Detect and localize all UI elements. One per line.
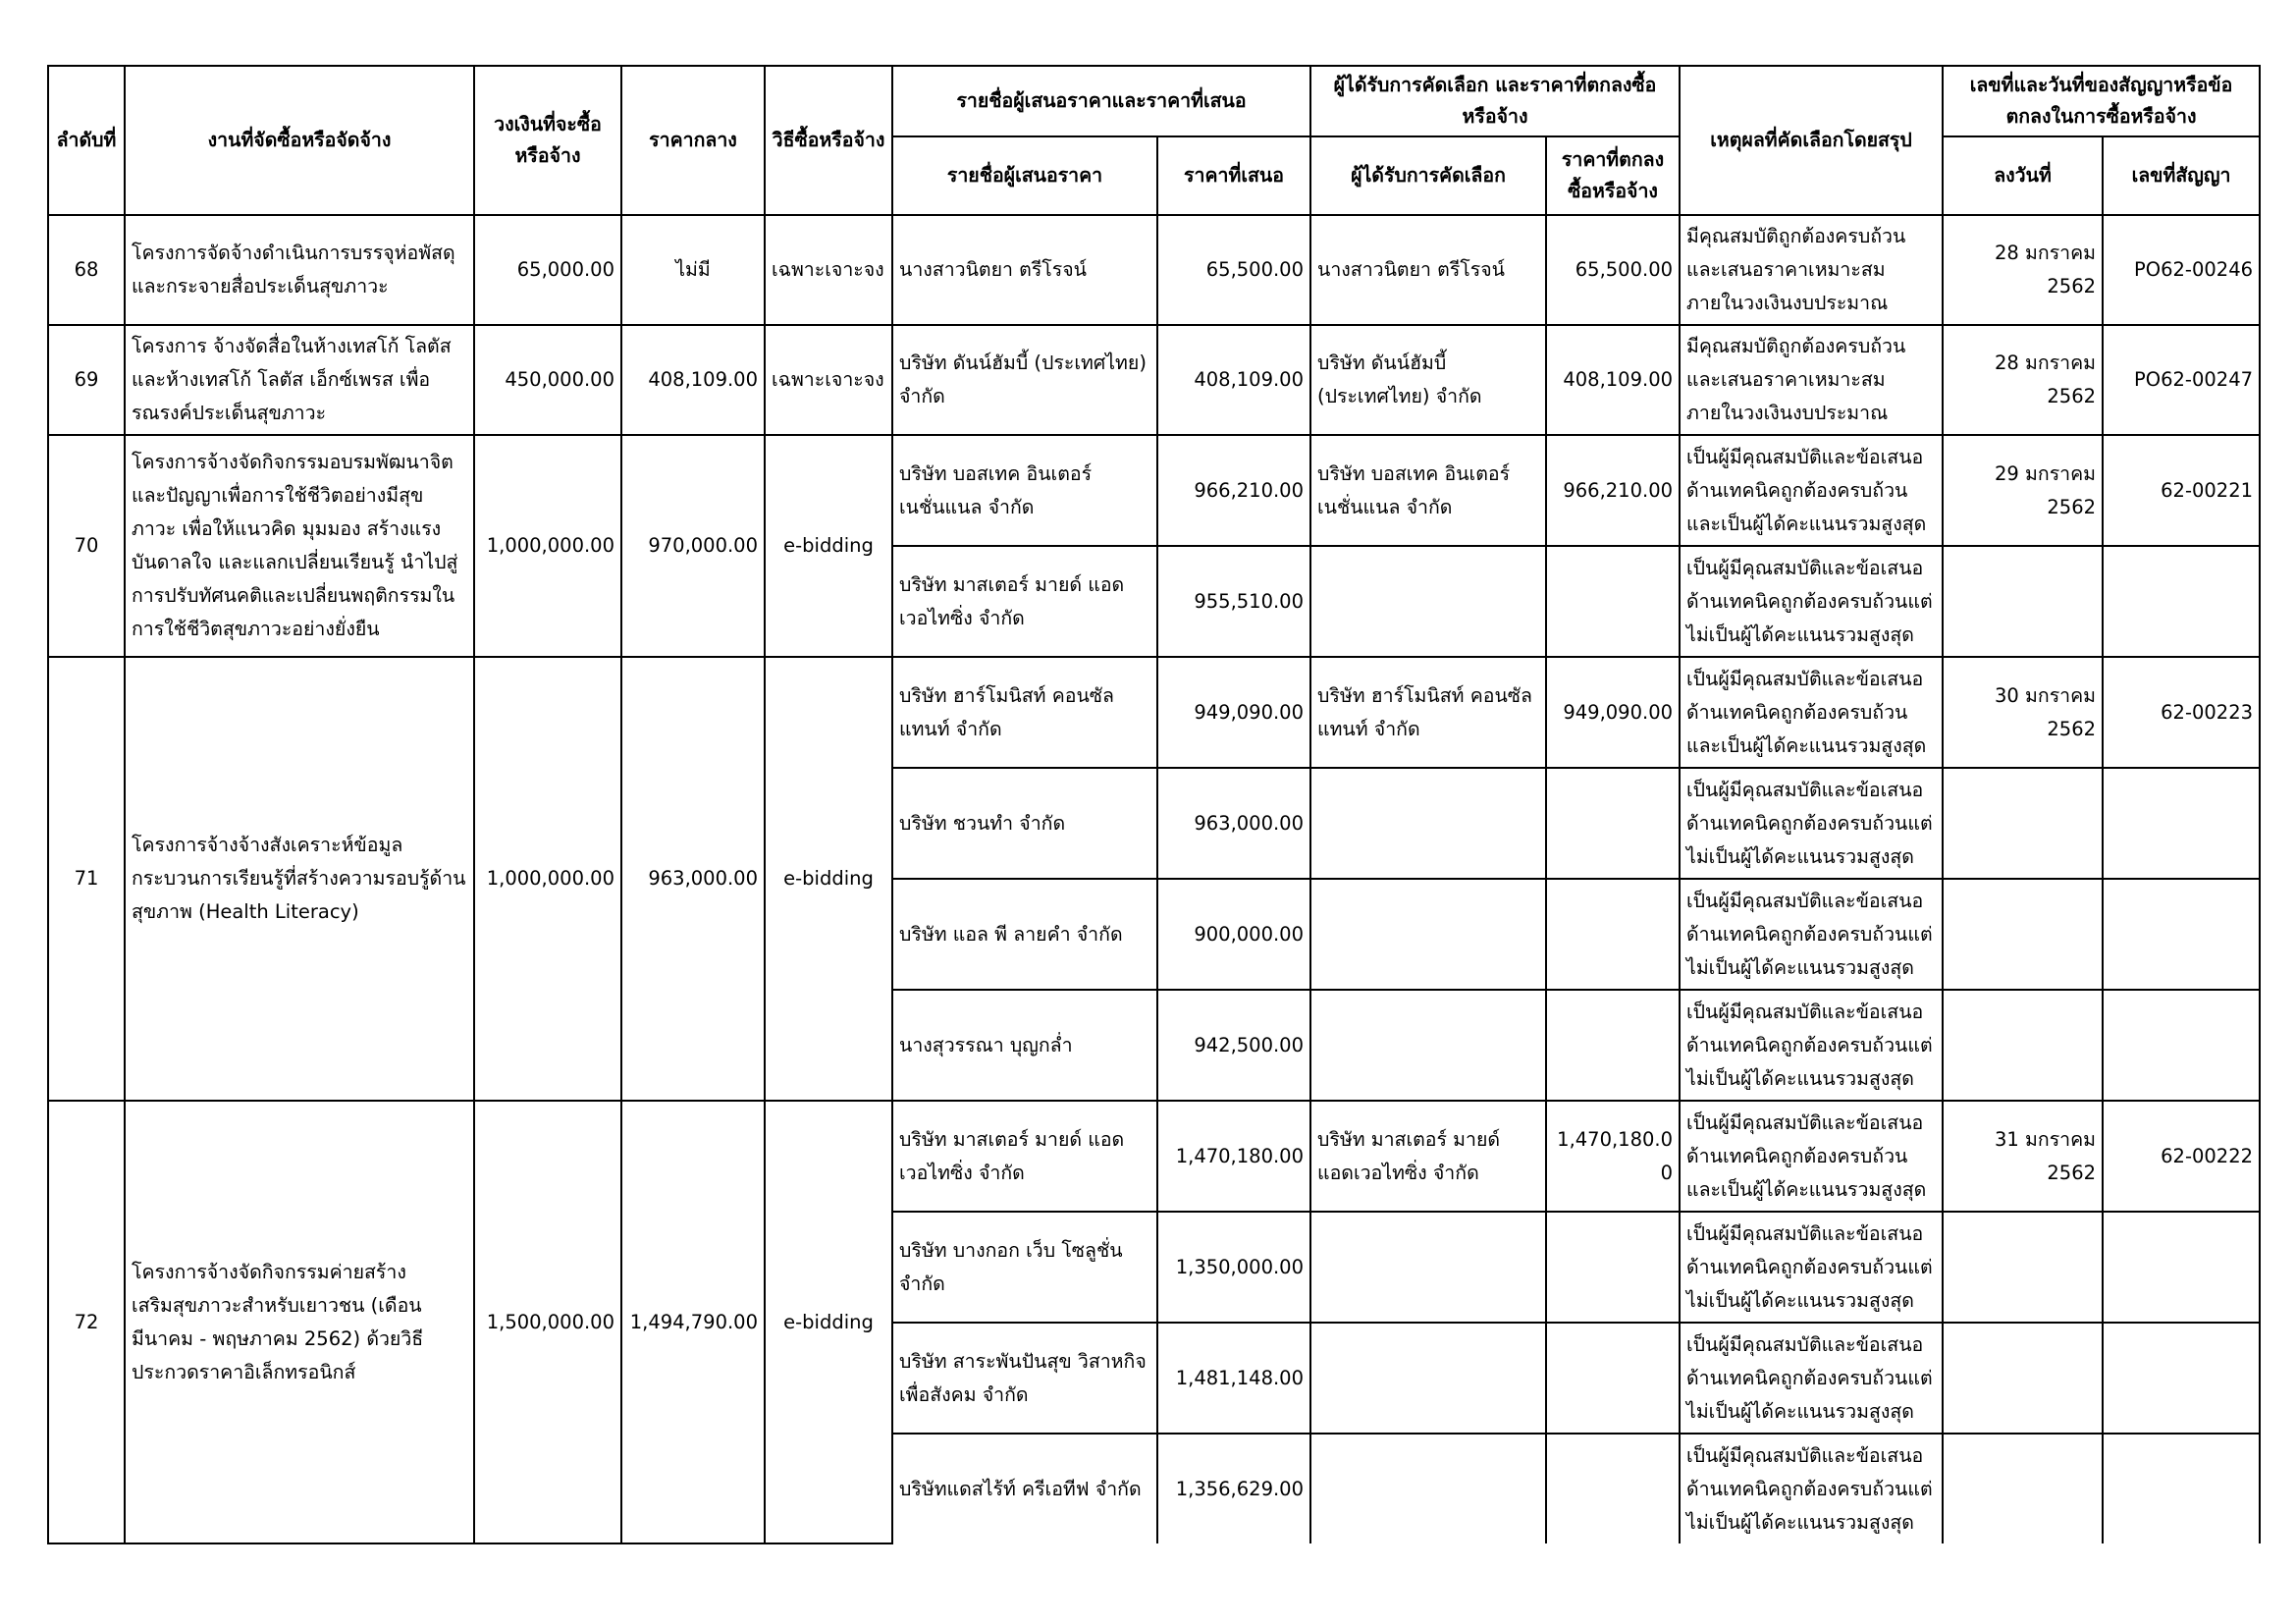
bid-price: 963,000.00 xyxy=(1157,768,1310,879)
bid-price: 1,481,148.00 xyxy=(1157,1323,1310,1434)
contract-number: PO62-00246 xyxy=(2103,215,2260,325)
selection-reason: เป็นผู้มีคุณสมบัติและข้อเสนอด้านเทคนิคถูกต้องครบถ้วนแต่ไม่เป็นผู้ได้คะแนนรวมสูงสุด xyxy=(1680,546,1943,657)
work-description: โครงการจ้างจัดกิจกรรมอบรมพัฒนาจิตและปัญญาเพื่อการใช้ชีวิตอย่างมีสุขภาวะ เพื่อให้แนวคิด มุมมอง สร้างแรงบันดาลใจ และแลกเปลี่ยนเรียนรู้ นำไปสู่การปรับทัศนคติและเปลี่ยนพฤติกรรมในการใช้ชีวิตสุขภาวะอย่างยั่งยืน xyxy=(125,435,474,657)
budget-value: 1,000,000.00 xyxy=(474,657,621,1101)
procurement-method: เฉพาะเจาะจง xyxy=(765,325,892,435)
work-description: โครงการจัดจ้างดำเนินการบรรจุห่อพัสดุและกระจายสื่อประเด็นสุขภาวะ xyxy=(125,215,474,325)
selection-reason: มีคุณสมบัติถูกต้องครบถ้วนและเสนอราคาเหมาะสมภายในวงเงินงบประมาณ xyxy=(1680,215,1943,325)
median-price: ไม่มี xyxy=(621,215,765,325)
selected-name: บริษัท ดันน์ฮัมบี้ (ประเทศไทย) จำกัด xyxy=(1310,325,1546,435)
selection-reason: มีคุณสมบัติถูกต้องครบถ้วนและเสนอราคาเหมาะสมภายในวงเงินงบประมาณ xyxy=(1680,325,1943,435)
agreed-price xyxy=(1546,546,1680,657)
bidder-name: บริษัท บางกอก เว็บ โซลูชั่น จำกัด xyxy=(892,1212,1157,1323)
selected-name xyxy=(1310,546,1546,657)
agreed-price: 966,210.00 xyxy=(1546,435,1680,546)
procurement-method: เฉพาะเจาะจง xyxy=(765,215,892,325)
contract-date xyxy=(1943,1323,2103,1434)
selection-reason: เป็นผู้มีคุณสมบัติและข้อเสนอด้านเทคนิคถูกต้องครบถ้วนแต่ไม่เป็นผู้ได้คะแนนรวมสูงสุด xyxy=(1680,1323,1943,1434)
agreed-price: 1,470,180.00 xyxy=(1546,1101,1680,1212)
bid-price: 949,090.00 xyxy=(1157,657,1310,768)
bid-price: 942,500.00 xyxy=(1157,990,1310,1101)
selected-name xyxy=(1310,1212,1546,1323)
contract-number: PO62-00247 xyxy=(2103,325,2260,435)
row-no: 68 xyxy=(48,215,125,325)
contract-date: 29 มกราคม 2562 xyxy=(1943,435,2103,546)
header-method: วิธีซื้อหรือจ้าง xyxy=(765,66,892,215)
median-price: 408,109.00 xyxy=(621,325,765,435)
bid-price: 1,470,180.00 xyxy=(1157,1101,1310,1212)
header-date: ลงวันที่ xyxy=(1943,136,2103,215)
bid-price: 955,510.00 xyxy=(1157,546,1310,657)
contract-date: 31 มกราคม 2562 xyxy=(1943,1101,2103,1212)
bidder-name: บริษัท มาสเตอร์ มายด์ แอดเวอไทซิ่ง จำกัด xyxy=(892,1101,1157,1212)
header-agreed-price: ราคาที่ตกลงซื้อหรือจ้าง xyxy=(1546,136,1680,215)
table-row xyxy=(48,657,2260,768)
budget-value: 450,000.00 xyxy=(474,325,621,435)
row-no: 71 xyxy=(48,657,125,1101)
table-body xyxy=(48,215,2260,1543)
contract-date: 28 มกราคม 2562 xyxy=(1943,325,2103,435)
selected-name xyxy=(1310,1323,1546,1434)
table-row xyxy=(48,325,2260,435)
contract-number: 62-00222 xyxy=(2103,1101,2260,1212)
header-contract-group: เลขที่และวันที่ของสัญญาหรือข้อตกลงในการซื้อหรือจ้าง xyxy=(1943,66,2260,136)
selection-reason: เป็นผู้มีคุณสมบัติและข้อเสนอด้านเทคนิคถูกต้องครบถ้วนแต่ไม่เป็นผู้ได้คะแนนรวมสูงสุด xyxy=(1680,1212,1943,1323)
bid-price: 900,000.00 xyxy=(1157,879,1310,990)
contract-date xyxy=(1943,1434,2103,1543)
bidder-name: บริษัท สาระพันปันสุข วิสาหกิจเพื่อสังคม จำกัด xyxy=(892,1323,1157,1434)
agreed-price xyxy=(1546,768,1680,879)
selection-reason: เป็นผู้มีคุณสมบัติและข้อเสนอด้านเทคนิคถูกต้องครบถ้วนแต่ไม่เป็นผู้ได้คะแนนรวมสูงสุด xyxy=(1680,879,1943,990)
agreed-price: 65,500.00 xyxy=(1546,215,1680,325)
header-contract-no: เลขที่สัญญา xyxy=(2103,136,2260,215)
bidder-name: นางสุวรรณา บุญกล่ำ xyxy=(892,990,1157,1101)
contract-number xyxy=(2103,768,2260,879)
bidder-name: บริษัท ชวนทำ จำกัด xyxy=(892,768,1157,879)
contract-number xyxy=(2103,1323,2260,1434)
table-row xyxy=(48,215,2260,325)
contract-date: 28 มกราคม 2562 xyxy=(1943,215,2103,325)
procurement-method: e-bidding xyxy=(765,657,892,1101)
selected-name: บริษัท บอสเทค อินเตอร์เนชั่นแนล จำกัด xyxy=(1310,435,1546,546)
bid-price: 65,500.00 xyxy=(1157,215,1310,325)
budget-value: 1,500,000.00 xyxy=(474,1101,621,1543)
header-work: งานที่จัดซื้อหรือจัดจ้าง xyxy=(125,66,474,215)
agreed-price: 949,090.00 xyxy=(1546,657,1680,768)
work-description: โครงการจ้างจ้างสังเคราะห์ข้อมูลกระบวนการเรียนรู้ที่สร้างความรอบรู้ด้านสุขภาพ (Health Literacy) xyxy=(125,657,474,1101)
contract-date xyxy=(1943,1212,2103,1323)
procurement-table xyxy=(47,65,2261,1544)
contract-number: 62-00223 xyxy=(2103,657,2260,768)
header-no: ลำดับที่ xyxy=(48,66,125,215)
selected-name: นางสาวนิตยา ตรีโรจน์ xyxy=(1310,215,1546,325)
work-description: โครงการ จ้างจัดสื่อในห้างเทสโก้ โลตัส และห้างเทสโก้ โลตัส เอ็กซ์เพรส เพื่อรณรงค์ประเด็นสุขภาวะ xyxy=(125,325,474,435)
selected-name xyxy=(1310,1434,1546,1543)
work-description: โครงการจ้างจัดกิจกรรมค่ายสร้างเสริมสุขภาวะสำหรับเยาวชน (เดือนมีนาคม - พฤษภาคม 2562) ด้วยวิธีประกวดราคาอิเล็กทรอนิกส์ xyxy=(125,1101,474,1543)
bid-price: 966,210.00 xyxy=(1157,435,1310,546)
bidder-name: บริษัทแดสไร้ท์ ครีเอทีฟ จำกัด xyxy=(892,1434,1157,1543)
selection-reason: เป็นผู้มีคุณสมบัติและข้อเสนอด้านเทคนิคถูกต้องครบถ้วนและเป็นผู้ได้คะแนนรวมสูงสุด xyxy=(1680,657,1943,768)
selected-name xyxy=(1310,990,1546,1101)
row-no: 72 xyxy=(48,1101,125,1543)
table-row xyxy=(48,1101,2260,1212)
header-selected-name: ผู้ได้รับการคัดเลือก xyxy=(1310,136,1546,215)
agreed-price xyxy=(1546,879,1680,990)
bidder-name: นางสาวนิตยา ตรีโรจน์ xyxy=(892,215,1157,325)
budget-value: 1,000,000.00 xyxy=(474,435,621,657)
bid-price: 408,109.00 xyxy=(1157,325,1310,435)
header-reason: เหตุผลที่คัดเลือกโดยสรุป xyxy=(1680,66,1943,215)
selected-name: บริษัท มาสเตอร์ มายด์ แอดเวอไทซิ่ง จำกัด xyxy=(1310,1101,1546,1212)
header-selected-group: ผู้ได้รับการคัดเลือก และราคาที่ตกลงซื้อหรือจ้าง xyxy=(1310,66,1680,136)
bidder-name: บริษัท มาสเตอร์ มายด์ แอดเวอไทซิ่ง จำกัด xyxy=(892,546,1157,657)
table-header xyxy=(48,66,2260,215)
selected-name: บริษัท ฮาร์โมนิสท์ คอนซัลแทนท์ จำกัด xyxy=(1310,657,1546,768)
contract-date xyxy=(1943,879,2103,990)
selection-reason: เป็นผู้มีคุณสมบัติและข้อเสนอด้านเทคนิคถูกต้องครบถ้วนแต่ไม่เป็นผู้ได้คะแนนรวมสูงสุด xyxy=(1680,768,1943,879)
contract-date xyxy=(1943,546,2103,657)
row-no: 69 xyxy=(48,325,125,435)
agreed-price xyxy=(1546,990,1680,1101)
median-price: 970,000.00 xyxy=(621,435,765,657)
bidder-name: บริษัท บอสเทค อินเตอร์เนชั่นแนล จำกัด xyxy=(892,435,1157,546)
selected-name xyxy=(1310,768,1546,879)
header-bidder-name: รายชื่อผู้เสนอราคา xyxy=(892,136,1157,215)
header-median-price: ราคากลาง xyxy=(621,66,765,215)
median-price: 963,000.00 xyxy=(621,657,765,1101)
header-budget: วงเงินที่จะซื้อหรือจ้าง xyxy=(474,66,621,215)
contract-date xyxy=(1943,990,2103,1101)
agreed-price xyxy=(1546,1212,1680,1323)
selected-name xyxy=(1310,879,1546,990)
contract-number xyxy=(2103,1212,2260,1323)
bid-price: 1,356,629.00 xyxy=(1157,1434,1310,1543)
contract-number xyxy=(2103,879,2260,990)
contract-date xyxy=(1943,768,2103,879)
budget-value: 65,000.00 xyxy=(474,215,621,325)
bidder-name: บริษัท แอล พี ลายคำ จำกัด xyxy=(892,879,1157,990)
contract-number: 62-00221 xyxy=(2103,435,2260,546)
selection-reason: เป็นผู้มีคุณสมบัติและข้อเสนอด้านเทคนิคถูกต้องครบถ้วนและเป็นผู้ได้คะแนนรวมสูงสุด xyxy=(1680,435,1943,546)
selection-reason: เป็นผู้มีคุณสมบัติและข้อเสนอด้านเทคนิคถูกต้องครบถ้วนแต่ไม่เป็นผู้ได้คะแนนรวมสูงสุด xyxy=(1680,1434,1943,1543)
contract-number xyxy=(2103,1434,2260,1543)
header-bidders-group: รายชื่อผู้เสนอราคาและราคาที่เสนอ xyxy=(892,66,1310,136)
selection-reason: เป็นผู้มีคุณสมบัติและข้อเสนอด้านเทคนิคถูกต้องครบถ้วนและเป็นผู้ได้คะแนนรวมสูงสุด xyxy=(1680,1101,1943,1212)
contract-number xyxy=(2103,546,2260,657)
bidder-name: บริษัท ดันน์ฮัมบี้ (ประเทศไทย) จำกัด xyxy=(892,325,1157,435)
bidder-name: บริษัท ฮาร์โมนิสท์ คอนซัลแทนท์ จำกัด xyxy=(892,657,1157,768)
median-price: 1,494,790.00 xyxy=(621,1101,765,1543)
agreed-price xyxy=(1546,1434,1680,1543)
contract-date: 30 มกราคม 2562 xyxy=(1943,657,2103,768)
agreed-price xyxy=(1546,1323,1680,1434)
header-bid-price: ราคาที่เสนอ xyxy=(1157,136,1310,215)
bid-price: 1,350,000.00 xyxy=(1157,1212,1310,1323)
contract-number xyxy=(2103,990,2260,1101)
procurement-method: e-bidding xyxy=(765,1101,892,1543)
procurement-method: e-bidding xyxy=(765,435,892,657)
row-no: 70 xyxy=(48,435,125,657)
selection-reason: เป็นผู้มีคุณสมบัติและข้อเสนอด้านเทคนิคถูกต้องครบถ้วนแต่ไม่เป็นผู้ได้คะแนนรวมสูงสุด xyxy=(1680,990,1943,1101)
agreed-price: 408,109.00 xyxy=(1546,325,1680,435)
table-row xyxy=(48,435,2260,546)
